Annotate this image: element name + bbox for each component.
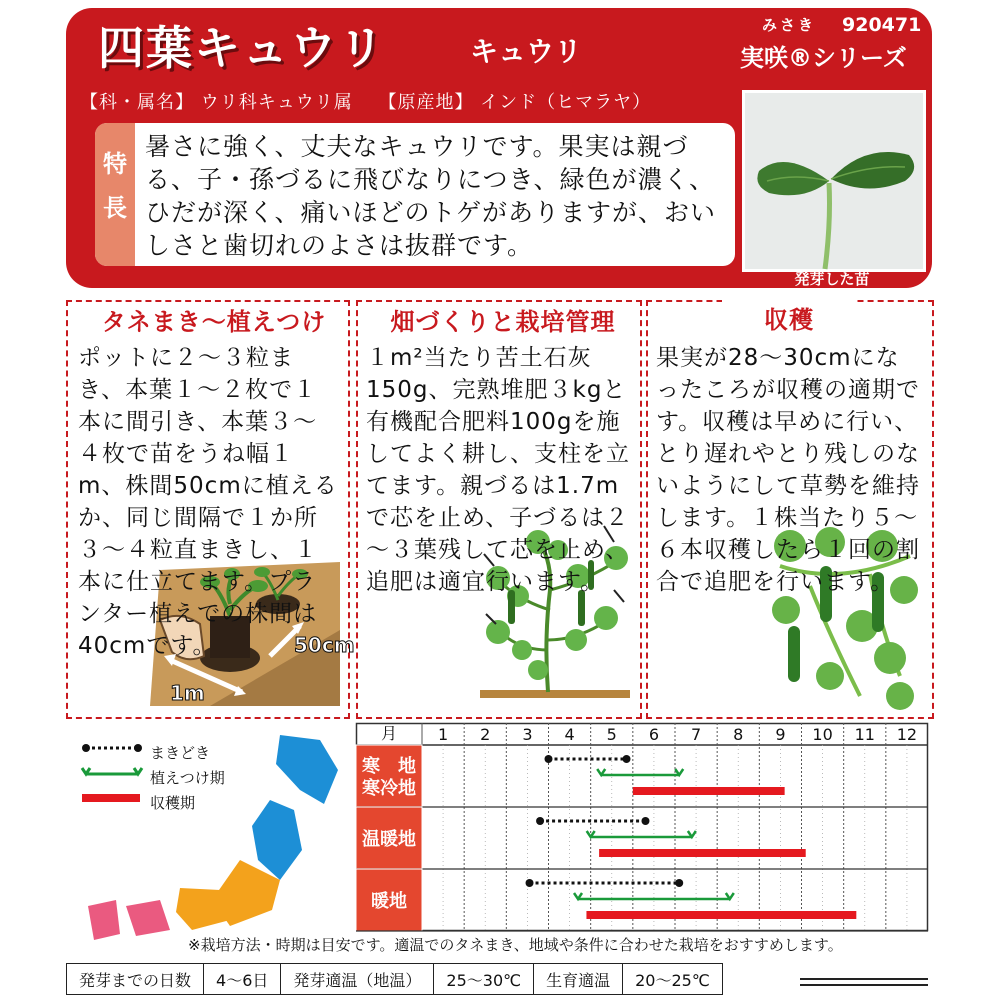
feature-text: 暑さに強く、丈夫なキュウリです。果実は親づる、子・孫づるに飛びなりにつき、緑色が濃く、ひだが深く、痛いほどのトゲがありますが、おいしさと歯切れのよさは抜群です。: [145, 132, 717, 260]
month-label: 7: [690, 725, 702, 744]
legend-sowing: まきどき: [150, 744, 211, 762]
region-label: 温暖地: [362, 829, 416, 850]
month-label: 3: [522, 725, 533, 744]
region-label: 寒冷地: [362, 778, 416, 799]
month-label: 9: [775, 725, 786, 744]
germ-temp-value: 25～30℃: [434, 964, 534, 995]
sowing-start-dot: [545, 755, 553, 763]
decorative-rule: [800, 978, 928, 986]
month-label: 12: [896, 725, 918, 744]
germ-temp-label: 発芽適温（地温）: [281, 964, 434, 995]
month-label: 11: [854, 725, 875, 744]
days-label: 発芽までの日数: [67, 964, 204, 995]
sowing-end-dot: [623, 755, 631, 763]
grow-temp-value: 20～25℃: [623, 964, 723, 995]
cultivation-title: 畑づくりと栽培管理: [382, 302, 624, 337]
legend-planting: 植えつけ期: [150, 769, 225, 787]
sowing-text: ポットに２～３粒まき、本葉１～２枚で１本に間引き、本葉３～４枚で苗をうね幅１m、株間50cmに植えるか、同じ間隔で１か所３～４粒直まきし、１本に仕立てます。プランター植えでの株間は40cmです。: [78, 345, 338, 659]
cultivation-calendar: [356, 723, 930, 931]
footnote: ※栽培方法・時期は目安です。適温でのタネまき、地域や条件に合わせた栽培をおすすめします。: [188, 936, 843, 954]
harvest-title: 収穫: [722, 300, 856, 335]
photo-caption: 発芽した苗: [794, 270, 870, 288]
sowing-start-dot: [526, 879, 534, 887]
dim-plant-label: 50cm: [294, 633, 355, 657]
series-ruby: みさき: [762, 16, 817, 34]
japan-climate-map: [80, 730, 350, 940]
month-label: 10: [812, 725, 833, 744]
month-label: 1: [437, 725, 449, 744]
month-label: 4: [564, 725, 575, 744]
seedling-illustration: [745, 93, 923, 269]
month-label: 6: [648, 725, 660, 744]
grow-temp-label: 生育適温: [534, 964, 623, 995]
days-value: 4～6日: [204, 964, 281, 995]
month-label: 8: [733, 725, 744, 744]
sowing-start-dot: [536, 817, 544, 825]
region-label: 暖地: [371, 891, 407, 912]
dim-row-label: 1m: [170, 681, 205, 705]
calendar-month-header: 月: [380, 724, 397, 743]
harvest-bar: [599, 849, 806, 857]
germination-info: [66, 963, 723, 995]
harvest-text: 果実が28～30cmになったころが収穫の適期です。収穫は早めに行い、とり遅れやとり残しのないようにして草勢を維持します。１株当たり５～６本収穫したら１回の割合で追肥を行います。: [656, 345, 920, 595]
harvest-bar: [586, 911, 856, 919]
product-title: 四葉キュウリ: [98, 21, 386, 75]
sowing-end-dot: [675, 879, 683, 887]
legend-harvest: 収穫期: [150, 794, 196, 812]
feature-label: 特長: [103, 150, 127, 222]
product-subtitle: キュウリ: [470, 35, 583, 68]
classification-line: 【科・属名】 ウリ科キュウリ属 【原産地】 インド（ヒマラヤ）: [80, 92, 652, 113]
harvest-bar: [633, 787, 785, 795]
sowing-title: タネまき～植えつけ: [92, 302, 336, 337]
region-label: 寒 地: [362, 756, 416, 777]
sowing-end-dot: [641, 817, 649, 825]
cultivation-text: １m²当たり苦土石灰150g、完熟堆肥３kgと有機配合肥料100gを施してよく耕し、支柱を立てます。親づるは1.7mで芯を止め、子づるは２～３葉残して芯を止め、追肥は適宜行います。: [366, 345, 630, 595]
month-label: 2: [480, 725, 491, 744]
seedling-photo: [742, 90, 926, 272]
series-number: 920471: [842, 14, 922, 36]
month-label: 5: [606, 725, 617, 744]
series-name: 実咲®シリーズ: [740, 44, 907, 72]
